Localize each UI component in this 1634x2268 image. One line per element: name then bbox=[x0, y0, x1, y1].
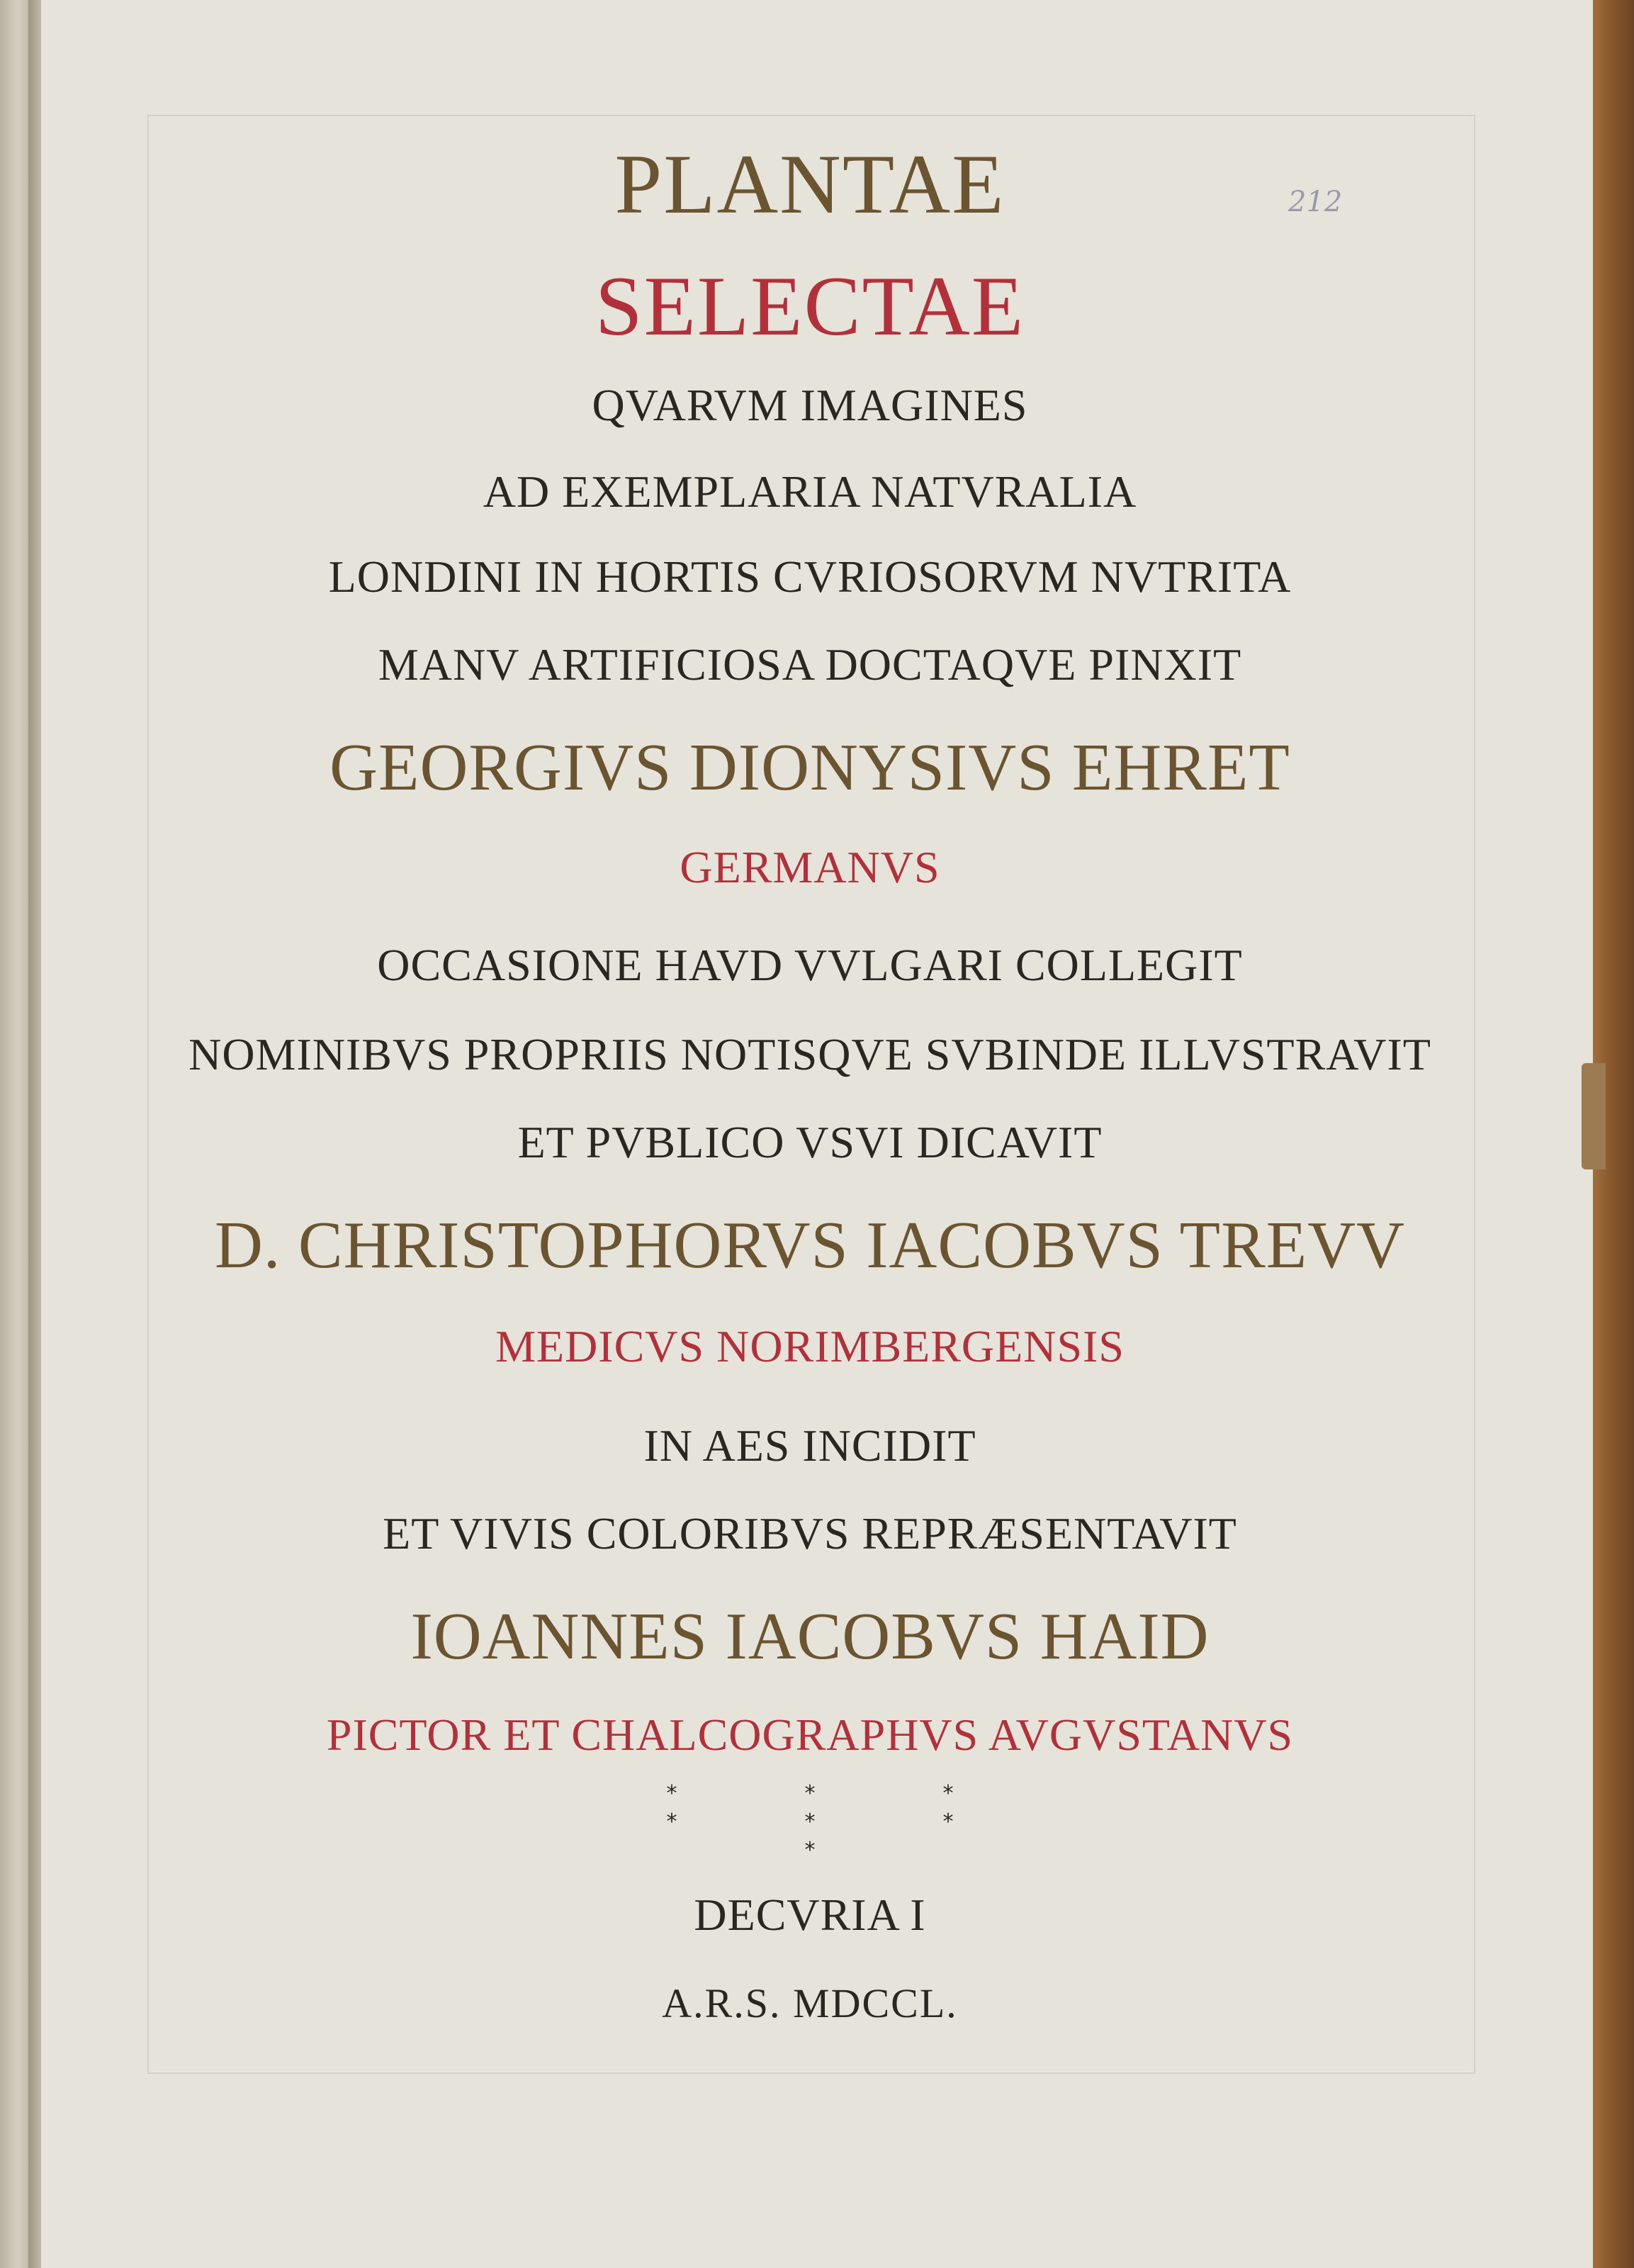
name-trew: D. CHRISTOPHORVS IACOBVS TREVV bbox=[215, 1208, 1405, 1282]
asterisk-ornament: * bbox=[942, 1809, 954, 1834]
line-et-vivis: ET VIVIS COLORIBVS REPRÆSENTAVIT bbox=[383, 1508, 1237, 1559]
title-selectae: SELECTAE bbox=[595, 259, 1025, 353]
line-germanus: GERMANVS bbox=[680, 842, 940, 892]
bookmark-tab bbox=[1582, 1063, 1606, 1169]
asterisk-ornament: * bbox=[666, 1809, 677, 1834]
name-haid: IOANNES IACOBVS HAID bbox=[410, 1600, 1210, 1673]
line-medicus: MEDICVS NORIMBERGENSIS bbox=[495, 1321, 1125, 1371]
line-pictor: PICTOR ET CHALCOGRAPHVS AVGVSTANVS bbox=[326, 1710, 1294, 1760]
line-decuria: DECVRIA I bbox=[694, 1890, 926, 1940]
line-londini: LONDINI IN HORTIS CVRIOSORVM NVTRITA bbox=[328, 551, 1292, 602]
line-quarum-imagines: QVARVM IMAGINES bbox=[592, 380, 1028, 430]
asterisk-ornament: * bbox=[666, 1781, 677, 1806]
asterisk-ornament: * bbox=[804, 1809, 816, 1834]
folio-number: 212 bbox=[1288, 186, 1343, 218]
ornament-row-3 bbox=[147, 1840, 1472, 1861]
name-ehret: GEORGIVS DIONYSIVS EHRET bbox=[329, 731, 1290, 804]
asterisk-ornament: * bbox=[804, 1781, 816, 1806]
line-et-publico: ET PVBLICO VSVI DICAVIT bbox=[517, 1117, 1103, 1167]
line-ad-exemplaria: AD EXEMPLARIA NATVRALIA bbox=[483, 466, 1137, 517]
line-in-aes: IN AES INCIDIT bbox=[643, 1420, 976, 1471]
line-occasione: OCCASIONE HAVD VVLGARI COLLEGIT bbox=[377, 940, 1243, 990]
asterisk-ornament: * bbox=[942, 1781, 954, 1806]
ornament-row-1 bbox=[147, 1783, 1472, 1804]
line-date: A.R.S. MDCCL. bbox=[662, 1980, 958, 2026]
title-plantae: PLANTAE bbox=[614, 137, 1005, 231]
line-nominibus: NOMINIBVS PROPRIIS NOTISQVE SVBINDE ILLVSTRAVIT bbox=[188, 1029, 1431, 1079]
asterisk-ornament: * bbox=[804, 1838, 816, 1863]
line-manu-artificiosa: MANV ARTIFICIOSA DOCTAQVE PINXIT bbox=[378, 639, 1242, 690]
ornament-row-2 bbox=[147, 1809, 1472, 1834]
